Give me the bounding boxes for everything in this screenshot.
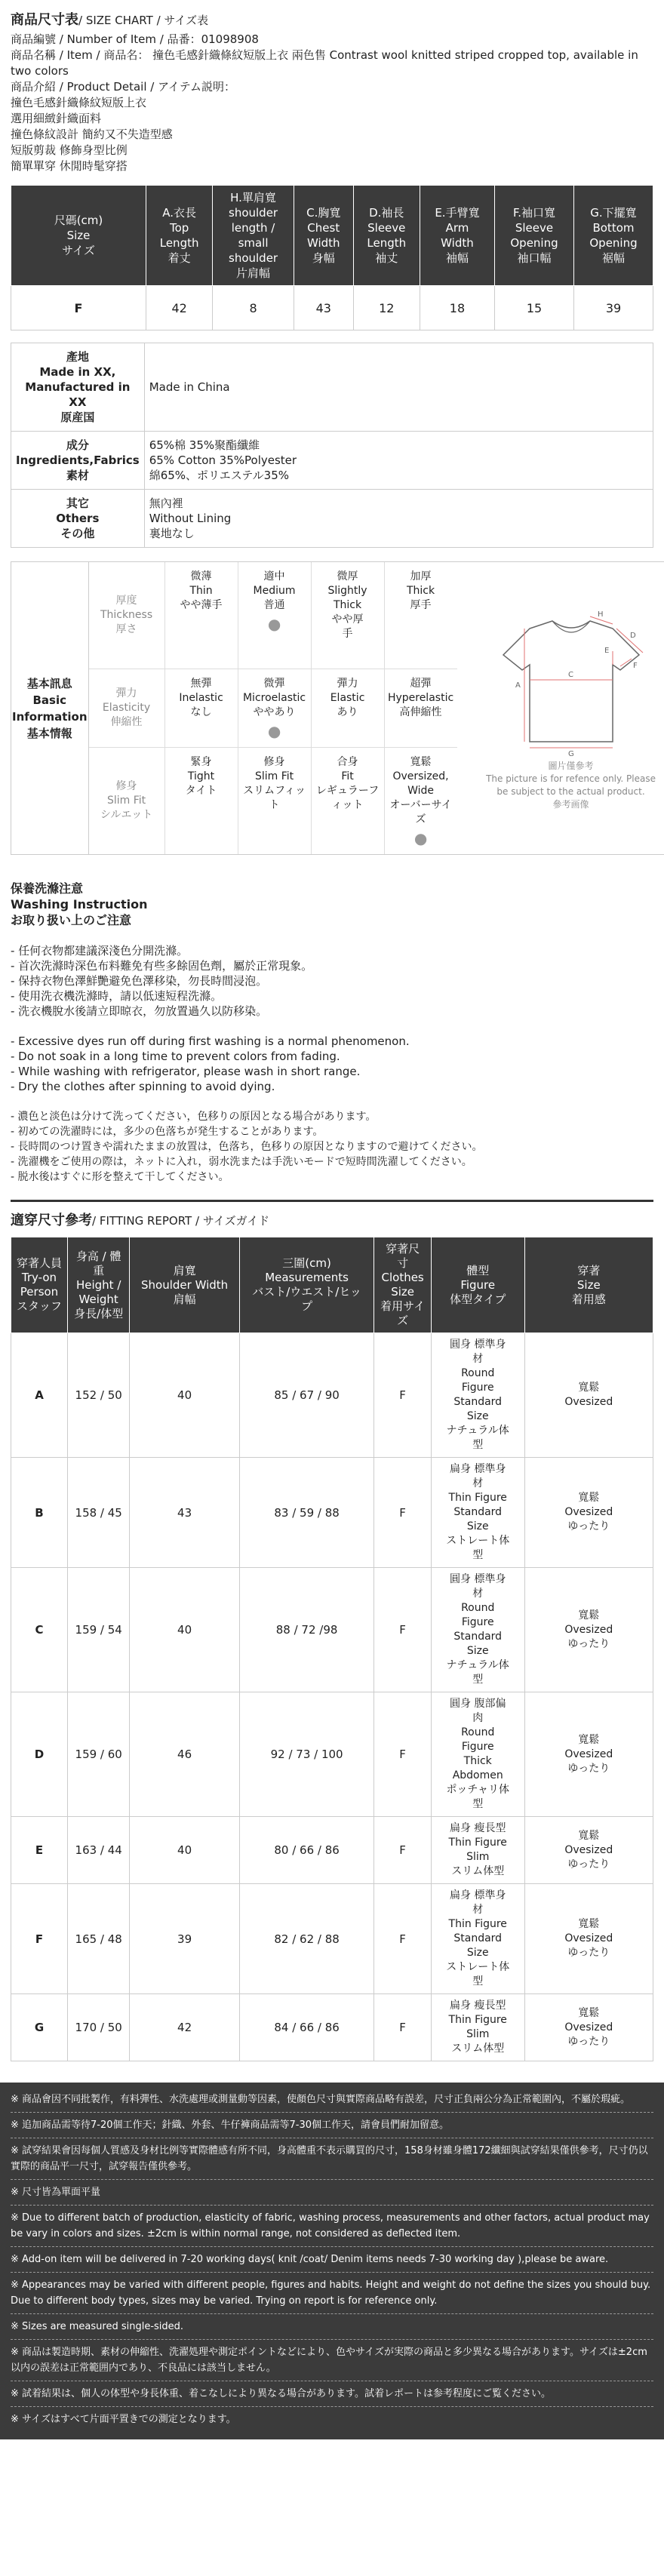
basic-row-label: 修身 Slim Fit シルエット xyxy=(100,780,153,821)
basic-info-label: 基本訊息 Basic Information 基本情報 xyxy=(11,562,89,855)
figure-cell: 圓身 標準身 材 Round Figure Standard Size ナチュラル体 型 xyxy=(431,1568,524,1692)
table-row xyxy=(11,1692,653,1817)
basic-option xyxy=(384,669,457,747)
measure-header: G.下擺寬 Bottom Opening 裾幅 xyxy=(573,186,653,286)
empty-dot xyxy=(386,617,456,632)
measure-value: 39 xyxy=(573,286,653,330)
measurements-cell: 84 / 66 / 86 xyxy=(239,1994,374,2061)
basic-option xyxy=(311,748,384,854)
empty-dot xyxy=(167,803,236,818)
figure-cell: 圓身 腹部偏 肉 Round Figure Thick Abdomen ポッチャリ体 型 xyxy=(431,1692,524,1817)
material-row xyxy=(11,490,653,548)
shoulder-cell: 46 xyxy=(130,1692,239,1817)
size-header: 尺碼(cm) Size サイズ xyxy=(11,186,146,286)
measure-value: 15 xyxy=(495,286,574,330)
material-value: 65%棉 35%聚酯纖維 65% Cotton 35%Polyester 綿65%、ポリエステル35% xyxy=(144,432,653,490)
clothes-size-cell: F xyxy=(374,1884,432,1994)
measure-header: E.手臂寬 Arm Width 袖幅 xyxy=(420,186,494,286)
washing-title: 保養洗滌注意 Washing Instruction お取り扱い上のご注意 xyxy=(11,881,148,927)
table-row xyxy=(11,1333,653,1458)
note-item: ※ Appearances may be varied with different people, figures and habits. Height and weight do not define the sizes you should buy. Due to different body types, sizes may be varied. Trying on report is for reference only. xyxy=(11,2273,653,2314)
measurements-cell: 92 / 73 / 100 xyxy=(239,1692,374,1817)
basic-option xyxy=(384,748,457,854)
material-label: 其它 Others その他 xyxy=(11,490,145,548)
measure-value: 18 xyxy=(420,286,494,330)
empty-dot xyxy=(167,617,236,632)
fit-header: 體型 Figure 体型タイプ xyxy=(431,1237,524,1333)
figure-cell: 圓身 標準身 材 Round Figure Standard Size ナチュラル体 型 xyxy=(431,1333,524,1458)
fit-header: 穿著人員 Try-on Person スタッフ xyxy=(11,1237,68,1333)
basic-option xyxy=(238,748,311,854)
basic-option xyxy=(311,562,384,669)
label-f: F xyxy=(632,661,638,670)
person-cell: F xyxy=(11,1884,68,1994)
info-line: 撞色條紋設計 簡約又不失造型感 xyxy=(11,128,173,141)
shoulder-cell: 42 xyxy=(130,1994,239,2061)
fit-feel-cell: 寬鬆 Ovesized xyxy=(524,1333,653,1458)
clothes-size-cell: F xyxy=(374,1994,432,2061)
note-item: ※ Due to different batch of production, elasticity of fabric, washing process, measurements and other factors, actual product may be vary in colors and sizes. ±2cm is within normal range, not considered as deflected item. xyxy=(11,2206,653,2247)
washing-ja: - 濃色と淡色は分けて洗ってください，色移りの原因となる場合があります。 - 初めての洗濯時には，多少の色落ちが発生することがあります。 - 長時間のつけ置きや濡れたままの放置は，色落ち，色移りの原因となりますので避けてください。 - 洗濯機をご使用の際は，ネットに入れ，弱水洗または手洗いモードで短時間洗濯してください。 - 脱水後はすぐに形を整えて干してください。 xyxy=(11,1111,483,1183)
basic-option-text: 無彈 Inelastic なし xyxy=(179,678,223,718)
height-weight-cell: 152 / 50 xyxy=(67,1333,129,1458)
empty-dot xyxy=(167,724,236,739)
basic-option-text: 合身 Fit レギュラーフィット xyxy=(315,756,380,811)
clothes-size-cell: F xyxy=(374,1458,432,1568)
basic-row-elasticity xyxy=(89,669,457,748)
label-g: G xyxy=(567,749,574,757)
basic-option-text: 緊身 Tight タイト xyxy=(185,756,217,797)
height-weight-cell: 159 / 60 xyxy=(67,1692,129,1817)
measurements-cell: 80 / 66 / 86 xyxy=(239,1817,374,1884)
fit-header: 穿著 Size 着用感 xyxy=(524,1237,653,1333)
measure-value: 43 xyxy=(294,286,353,330)
notes-section xyxy=(0,2083,664,2439)
fit-feel-cell: 寬鬆 Ovesized ゆったり xyxy=(524,1692,653,1817)
height-weight-cell: 159 / 54 xyxy=(67,1568,129,1692)
empty-dot xyxy=(240,817,309,832)
garment-diagram xyxy=(457,562,664,855)
empty-dot xyxy=(313,724,383,739)
selected-dot-icon: ● xyxy=(267,722,281,740)
note-item: ※ 追加商品需等待7-20個工作天；針織、外套、牛仔褲商品需等7-30個工作天，請會員們耐加留意。 xyxy=(11,2113,653,2138)
size-value: F xyxy=(11,286,146,330)
measure-header: C.胸寬 Chest Width 身幅 xyxy=(294,186,353,286)
diagram-caption: 圖片僅參考 The picture is for refence only. Please be subject to the actual product. 參考画像 xyxy=(486,760,656,810)
basic-option xyxy=(238,562,311,669)
info-line: 短版剪裁 修飾身型比例 xyxy=(11,143,128,157)
clothes-size-cell: F xyxy=(374,1817,432,1884)
note-item: ※ 商品は製造時期、素材の伸縮性、洗濯処理や測定ポイントなどにより、色やサイズが実際の商品と多少異なる場合があります。サイズは±2cm以内の誤差は正常範囲内であり、不良品には該当しません。 xyxy=(11,2340,653,2381)
basic-row-label: 厚度 Thickness 厚さ xyxy=(100,595,153,635)
label-c: C xyxy=(567,670,573,679)
fit-header: 身高 / 體 重 Height / Weight 身長/体型 xyxy=(67,1237,129,1333)
info-line: 撞色毛感針織條紋短版上衣 xyxy=(11,96,147,109)
note-item: ※ サイズはすべて片面平置きでの測定となります。 xyxy=(11,2414,236,2425)
size-chart-section xyxy=(0,0,664,330)
label-d: D xyxy=(629,631,636,640)
measure-header: F.袖口寬 Sleeve Opening 袖口幅 xyxy=(495,186,574,286)
empty-dot xyxy=(313,646,383,661)
fit-header: 穿著尺 寸 Clothes Size 着用サイ ズ xyxy=(374,1237,432,1333)
person-cell: C xyxy=(11,1568,68,1692)
figure-cell: 扁身 瘦長型 Thin Figure Slim スリム体型 xyxy=(431,1817,524,1884)
note-item: ※ 試穿結果會因每個人質感及身材比例等實際體感有所不同，身高體重不表示購買的尺寸，158身材雖身體172纖細與試穿結果僅供參考，尺寸仍以實際的商品平一尺寸，試穿報告僅供參考。 xyxy=(11,2138,653,2180)
shoulder-cell: 40 xyxy=(130,1817,239,1884)
label-a: A xyxy=(515,681,521,690)
basic-option xyxy=(164,748,238,854)
height-weight-cell: 163 / 44 xyxy=(67,1817,129,1884)
height-weight-cell: 170 / 50 xyxy=(67,1994,129,2061)
info-line: 商品名稱 / Item / 商品名： 撞色毛感針織條紋短版上衣 兩色售 Contrast wool knitted striped cropped top, available in two colors xyxy=(11,48,638,78)
basic-option xyxy=(384,562,457,669)
table-row xyxy=(11,1817,653,1884)
height-weight-cell: 158 / 45 xyxy=(67,1458,129,1568)
basic-option-text: 修身 Slim Fit スリムフィット xyxy=(243,756,306,811)
measurements-cell: 88 / 72 /98 xyxy=(239,1568,374,1692)
measure-value: 42 xyxy=(146,286,213,330)
basic-option-text: 微薄 Thin やや薄手 xyxy=(180,570,223,611)
note-item: ※ Sizes are measured single-sided. xyxy=(11,2314,653,2340)
basic-option-text: 微厚 Slightly Thick やや厚 手 xyxy=(327,570,367,640)
fitting-table xyxy=(11,1237,653,2061)
basic-row-fit xyxy=(89,748,457,854)
measure-header: D.袖長 Sleeve Length 袖丈 xyxy=(353,186,420,286)
washing-zh: - 任何衣物都建議深淺色分開洗滌。 - 首次洗滌時深色布料難免有些多餘固色劑，屬於正常現象。 - 保持衣物色澤鮮艷避免色澤移染，勿長時間浸泡。 - 使用洗衣機洗滌時，請以低速短程洗滌。 - 洗衣機脫水後請立即晾衣，勿放置過久以防移染。 xyxy=(11,944,313,1018)
measurements-cell: 83 / 59 / 88 xyxy=(239,1458,374,1568)
material-label: 成分 Ingredients,Fabrics 素材 xyxy=(11,432,145,490)
note-item: ※ 商品會因不同批製作，有料彈性、水洗處理或測量動等因素，使顏色尺寸與實際商品略有誤差，尺寸正負兩公分為正常範圍內，不屬於瑕疵。 xyxy=(11,2087,653,2113)
product-info xyxy=(0,32,664,174)
empty-dot xyxy=(313,817,383,832)
note-item: ※ Add-on item will be delivered in 7-20 working days( knit /coat/ Denim items needs 7-30 working day ),please be aware. xyxy=(11,2247,653,2273)
measure-value: 8 xyxy=(213,286,294,330)
fitting-title: 適穿尺寸參考/ FITTING REPORT / サイズガイド xyxy=(11,1213,270,1228)
basic-option-text: 寬鬆 Oversized, Wide オーバーサイズ xyxy=(389,756,452,825)
table-row xyxy=(11,1458,653,1568)
measurements-cell: 82 / 62 / 88 xyxy=(239,1884,374,1994)
fit-header: 肩寬 Shoulder Width 肩幅 xyxy=(130,1237,239,1333)
size-chart-title: 商品尺寸表/ SIZE CHART / サイズ表 xyxy=(11,12,209,28)
basic-option xyxy=(164,562,238,669)
note-item: ※ 尺寸皆為單面平量 xyxy=(11,2180,653,2206)
person-cell: A xyxy=(11,1333,68,1458)
table-row xyxy=(11,1994,653,2061)
basic-option-text: 超彈 Hyperelastic 高伸縮性 xyxy=(387,678,454,718)
person-cell: D xyxy=(11,1692,68,1817)
basic-option-text: 微彈 Microelastic ややあり xyxy=(242,678,306,718)
person-cell: B xyxy=(11,1458,68,1568)
fit-feel-cell: 寬鬆 Ovesized ゆったり xyxy=(524,1994,653,2061)
clothes-size-cell: F xyxy=(374,1692,432,1817)
empty-dot xyxy=(386,724,456,739)
fit-feel-cell: 寬鬆 Ovesized ゆったり xyxy=(524,1884,653,1994)
fit-feel-cell: 寬鬆 Ovesized ゆったり xyxy=(524,1458,653,1568)
info-line: 選用細緻針織面料 xyxy=(11,112,102,125)
basic-option-text: 彈力 Elastic あり xyxy=(330,678,365,718)
measure-value: 12 xyxy=(353,286,420,330)
height-weight-cell: 165 / 48 xyxy=(67,1884,129,1994)
table-row xyxy=(11,1884,653,1994)
fit-header: 三圍(cm) Measurements バスト/ウエスト/ヒッ プ xyxy=(239,1237,374,1333)
person-cell: G xyxy=(11,1994,68,2061)
info-line: 簡單單穿 休閒時髦穿搭 xyxy=(11,159,128,173)
washing-section xyxy=(0,881,664,1185)
material-row xyxy=(11,343,653,432)
material-row xyxy=(11,432,653,490)
washing-en: - Excessive dyes run off during first washing is a normal phenomenon. - Do not soak in a long time to prevent colors from fading. - While washing with refrigerator, please wash in short range. - Dry the clothes after spinning to avoid dying. xyxy=(11,1034,410,1093)
clothes-size-cell: F xyxy=(374,1568,432,1692)
material-value: Made in China xyxy=(144,343,653,432)
basic-row-thickness xyxy=(89,562,457,669)
basic-info-table xyxy=(11,561,664,855)
fit-feel-cell: 寬鬆 Ovesized ゆったり xyxy=(524,1817,653,1884)
size-table xyxy=(11,185,653,330)
material-label: 產地 Made in XX, Manufactured in XX 原産国 xyxy=(11,343,145,432)
tshirt-diagram-icon xyxy=(458,606,664,757)
shoulder-cell: 40 xyxy=(130,1333,239,1458)
label-e: E xyxy=(604,646,609,655)
figure-cell: 扁身 瘦長型 Thin Figure Slim スリム体型 xyxy=(431,1994,524,2061)
note-item: ※ 試着結果は、個人の体型や身長体重、着こなしにより異なる場合があります。試着レポートは参考程度にご覧ください。 xyxy=(11,2381,653,2407)
table-row xyxy=(11,1568,653,1692)
person-cell: E xyxy=(11,1817,68,1884)
measure-header: A.衣長 Top Length 着丈 xyxy=(146,186,213,286)
shoulder-cell: 43 xyxy=(130,1458,239,1568)
label-h: H xyxy=(597,610,604,619)
selected-dot-icon: ● xyxy=(413,829,428,847)
basic-option xyxy=(311,669,384,747)
measure-header: H.單肩寬 shoulder length / small shoulder 片肩幅 xyxy=(213,186,294,286)
basic-option xyxy=(238,669,311,747)
figure-cell: 扁身 標準身 材 Thin Figure Standard Size ストレート体 型 xyxy=(431,1458,524,1568)
shoulder-cell: 39 xyxy=(130,1884,239,1994)
info-line: 商品編號 / Number of Item / 品番：01098908 xyxy=(11,32,259,46)
fit-feel-cell: 寬鬆 Ovesized ゆったり xyxy=(524,1568,653,1692)
selected-dot-icon: ● xyxy=(267,615,281,633)
info-line: 商品介紹 / Product Detail / アイテム説明： xyxy=(11,80,235,94)
clothes-size-cell: F xyxy=(374,1333,432,1458)
basic-option-text: 加厚 Thick 厚手 xyxy=(406,570,435,611)
basic-option-text: 適中 Medium 普通 xyxy=(253,570,296,611)
basic-row-label: 彈力 Elasticity 伸縮性 xyxy=(102,687,151,728)
basic-option xyxy=(164,669,238,747)
material-table xyxy=(11,343,653,548)
measurements-cell: 85 / 67 / 90 xyxy=(239,1333,374,1458)
figure-cell: 扁身 標準身 材 Thin Figure Standard Size ストレート体 型 xyxy=(431,1884,524,1994)
material-value: 無內裡 Without Lining 裏地なし xyxy=(144,490,653,548)
shoulder-cell: 40 xyxy=(130,1568,239,1692)
